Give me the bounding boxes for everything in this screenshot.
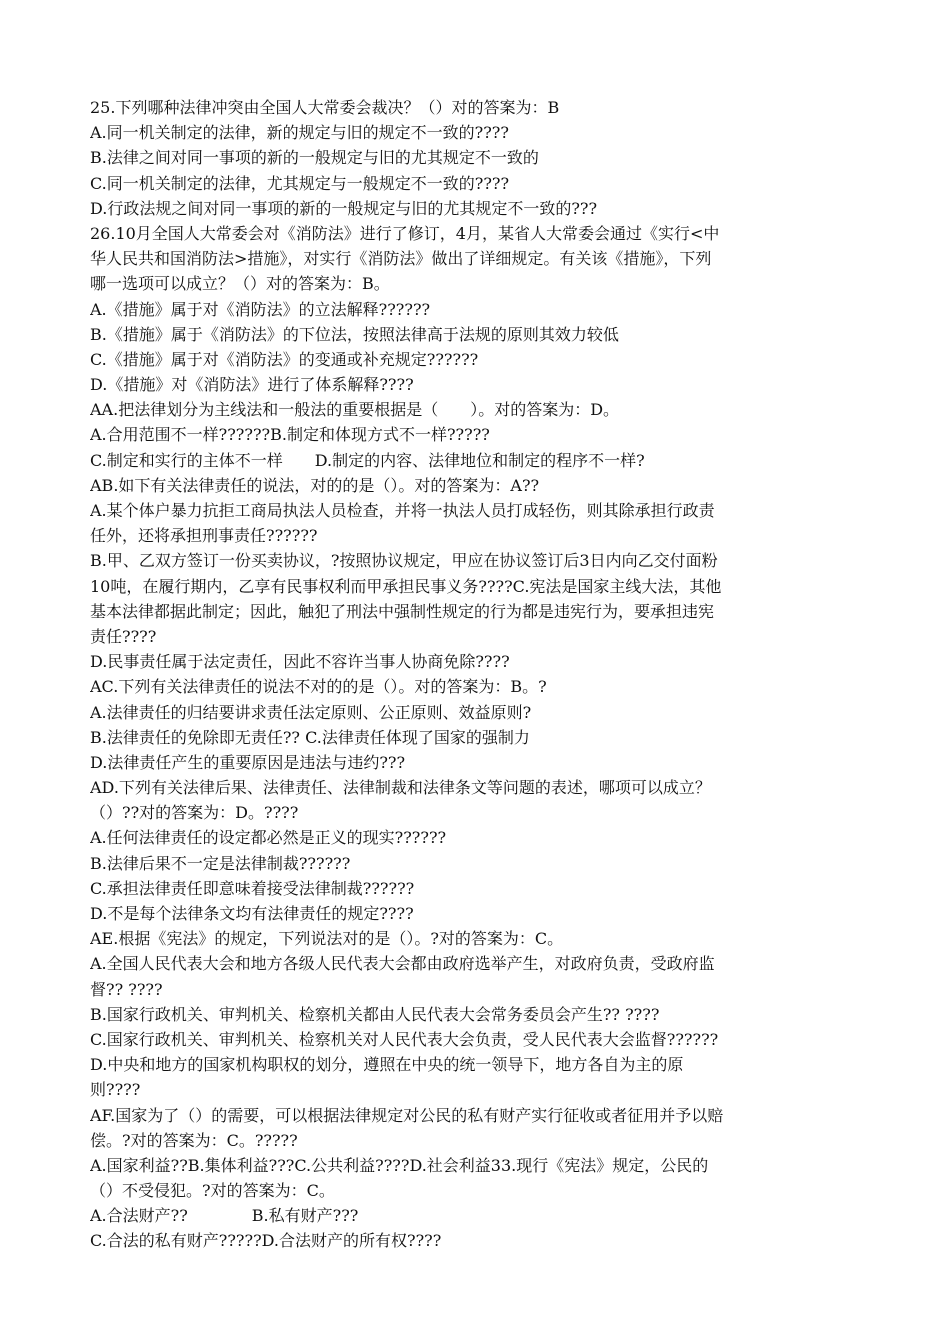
q33-options-cd: C.合法的私有财产?????D.合法财产的所有权???? [90,1231,442,1251]
qae-option-c: C.国家行政机关、审判机关、检察机关对人民代表大会负责，受人民代表大会监督?????? [90,1029,719,1049]
qae-option-d-line-2: 则???? [90,1080,141,1100]
qab-option-c-line-2: 责任???? [90,626,157,646]
qab-option-a-line-2: 任外，还将承担刑事责任?????? [90,526,318,546]
qae-option-b: B.国家行政机关、审判机关、检察机关都由人民代表大会常务委员会产生?? ???? [90,1004,660,1024]
qab-question: AB.如下有关法律责任的说法，对的的是（）。对的答案为：A?? [90,475,540,495]
q25-option-a: A.同一机关制定的法律，新的规定与旧的规定不一致的???? [90,123,509,143]
q26-question-line-1: 26.10月全国人大常委会对《消防法》进行了修订，4月，某省人大常委会通过《实行<中 [90,223,720,243]
q25-option-d: D.行政法规之间对同一事项的新的一般规定与旧的尤其规定不一致的??? [90,198,598,218]
qae-question: AE.根据《宪法》的规定，下列说法对的是（）。?对的答案为：C。 [90,929,564,949]
q25-question: 25.下列哪种法律冲突由全国人大常委会裁决？（）对的答案为：B [90,98,560,117]
qab-option-d: D.民事责任属于法定责任，因此不容许当事人协商免除???? [90,652,510,672]
qaa-question: AA.把法律划分为主线法和一般法的重要根据是（ ）。对的答案为：D。 [90,400,620,420]
qaf-options-and-q33-question: A.国家利益??B.集体利益???C.公共利益????D.社会利益33.现行《宪法》规定，公民的 [90,1155,709,1175]
qad-option-b: B.法律后果不一定是法律制裁?????? [90,853,351,873]
qac-options-bc: B.法律责任的免除即无责任?? C.法律责任体现了国家的强制力 [90,727,530,747]
qad-question-line-2: （）??对的答案为：D。???? [90,803,299,823]
q26-option-c: C.《措施》属于对《消防法》的变通或补充规定?????? [90,349,479,369]
qae-option-d-line-1: D.中央和地方的国家机构职权的划分，遵照在中央的统一领导下，地方各自为主的原 [90,1055,684,1075]
qab-option-b-line-2: 10吨，在履行期内，乙享有民事权利而甲承担民事义务????C.宪法是国家主线大法，其他 [90,576,722,596]
q26-option-a: A.《措施》属于对《消防法》的立法解释?????? [90,299,431,319]
qab-option-b-line-1: B.甲、乙双方签订一份买卖协议，?按照协议规定，甲应在协议签订后3日内向乙交付面粉 [90,551,718,571]
qad-question-line-1: AD.下列有关法律后果、法律责任、法律制裁和法律条文等问题的表述，哪项可以成立？ [90,778,711,798]
q26-question-line-3: 哪一选项可以成立？（）对的答案为：B。 [90,274,390,294]
q25-option-b: B.法律之间对同一事项的新的一般规定与旧的尤其规定不一致的 [90,148,539,168]
q26-option-d: D.《措施》对《消防法》进行了体系解释???? [90,375,414,395]
q26-question-line-2: 华人民共和国消防法>措施》，对实行《消防法》做出了详细规定。有关该《措施》，下列 [90,249,712,269]
qae-option-a-line-1: A.全国人民代表大会和地方各级人民代表大会都由政府选举产生，对政府负责，受政府监 [90,954,715,974]
qad-option-a: A.任何法律责任的设定都必然是正义的现实?????? [90,828,447,848]
qac-option-d: D.法律责任产生的重要原因是违法与违约??? [90,752,406,772]
q26-option-b: B.《措施》属于《消防法》的下位法，按照法律高于法规的原则其效力较低 [90,324,619,344]
qad-option-d: D.不是每个法律条文均有法律责任的规定???? [90,904,414,923]
qac-option-a: A.法律责任的归结要讲求责任法定原则、公正原则、效益原则? [90,702,532,722]
document-page [90,95,865,1254]
qac-question: AC.下列有关法律责任的说法不对的的是（）。对的答案为：B。? [90,677,547,697]
qab-option-a-line-1: A.某个体户暴力抗拒工商局执法人员检查，并将一执法人员打成轻伤，则其除承担行政责 [90,501,715,520]
q33-question-line-2: （）不受侵犯。?对的答案为：C。 [90,1181,335,1201]
qaa-options-ab: A.合用范围不一样??????B.制定和体现方式不一样????? [90,425,490,445]
qad-option-c: C.承担法律责任即意味着接受法律制裁?????? [90,878,415,898]
q25-option-c: C.同一机关制定的法律，尤其规定与一般规定不一致的???? [90,173,510,193]
qae-option-a-line-2: 督?? ???? [90,979,163,999]
qab-option-c-line-1: 基本法律都据此制定；因此，触犯了刑法中强制性规定的行为都是违宪行为，要承担违宪 [90,601,715,621]
q33-options-ab: A.合法财产?? B.私有财产??? [90,1206,359,1226]
qaf-question-line-2: 偿。?对的答案为：C。????? [90,1130,298,1150]
qaf-question-line-1: AF.国家为了（）的需要，可以根据法律规定对公民的私有财产实行征收或者征用并予以赔 [90,1105,724,1125]
qaa-options-cd: C.制定和实行的主体不一样 D.制定的内容、法律地位和制定的程序不一样? [90,450,645,470]
